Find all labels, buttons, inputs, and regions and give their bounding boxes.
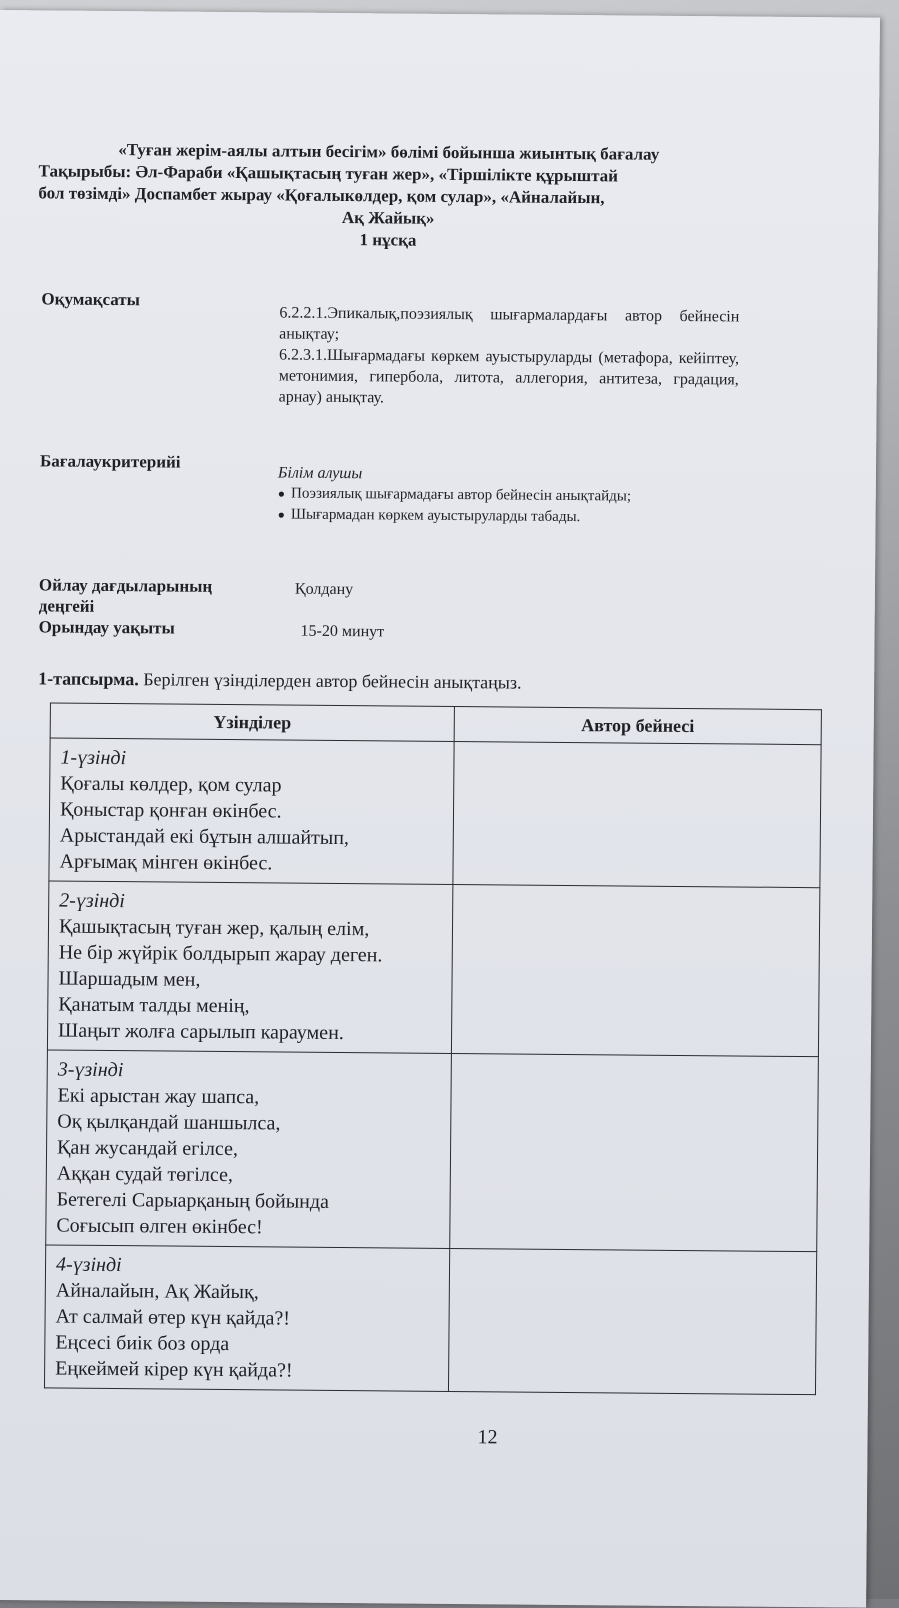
author-image-answer-cell[interactable] [451,884,819,1056]
fragment-line: Еңсесі биік боз орда [55,1331,230,1356]
criteria-intro: Білім алушы [277,464,363,483]
author-image-answer-cell[interactable] [453,741,821,887]
fragment-line: Оқ қылқандай шаншылса, [57,1110,281,1135]
topic-line-3: Ақ Жайық» [341,207,435,228]
page-number: 12 [477,1426,498,1449]
variant-label: 1 нұсқа [359,230,417,250]
task-text: Берілген үзінділерден автор бейнесін анықтаңыз. [143,669,522,693]
author-image-answer-cell[interactable] [448,1248,816,1394]
fragment-line: Қашықтасың туған жер, қалың елім, [58,915,370,941]
page-header [38,138,739,254]
fragment-line: Екі арыстан жау шапса, [57,1084,260,1109]
criteria-label: Бағалаукритерийі [39,451,181,472]
fragment-line: Не бір жүйрік болдырып жарау деген. [58,941,383,967]
table-row [47,881,819,1057]
fragment-cell [46,1050,452,1249]
thinking-level-value: Қолдану [294,580,354,599]
thinking-level-label [39,574,213,618]
criteria-value [278,462,739,529]
author-image-answer-cell[interactable] [450,1053,819,1251]
objectives-label: Оқумақсаты [41,289,141,310]
fragment-line: Бетегелі Сарыарқаның бойында [56,1188,330,1213]
table-row [46,1050,819,1252]
objectives-value [279,302,740,411]
table-row [44,1245,816,1395]
topic-line-1: Тақырыбы: Әл-Фараби «Қашықтасың туған жер», «Тіршілікте құрыштай [38,161,619,186]
time-label: Орындау уақыты [38,617,175,638]
fragment-line: Аққан судай төгілсе, [56,1162,233,1187]
thinking-level-label-line-2: деңгейі [38,596,95,616]
fragment-line: Еңкеймей кірер күн қайда?! [55,1357,293,1382]
table-row [49,738,821,888]
col-header-fragments: Үзінділер [50,703,454,742]
fragment-title: 1-үзінді [60,746,127,770]
fragment-line: Ат салмай өтер күн қайда?! [55,1305,291,1330]
fragment-title: 4-үзінді [55,1253,122,1277]
fragment-line: Қоныстар қонған өкінбес. [59,798,282,823]
fragment-line: Арғымақ мінген өкінбес. [59,850,273,875]
fragment-line: Шаңыт жолға сарылып караумен. [58,1019,344,1045]
fragment-title: 2-үзінді [59,889,125,913]
criteria-item-1: ● Поэзиялық шығармадағы автор бейнесін анықтайды; [278,483,738,508]
fragment-line: Айналайын, Ақ Жайық, [55,1279,259,1304]
fragment-line: Қанатым талды менің, [58,993,250,1018]
fragment-cell [49,738,454,885]
fragment-line: Қан жусандай егілсе, [56,1136,238,1161]
fragment-cell [47,881,452,1054]
fragment-line: Қоғалы көлдер, қом сулар [60,772,282,797]
time-value: 15-20 минут [300,622,385,641]
fragment-line: Шаршадым мен, [58,967,201,991]
col-header-author-image: Автор бейнесі [454,706,821,744]
task-1 [38,668,522,693]
objective-1: 6.2.2.1.Эпикалық,поэзиялық шығармалардағы автор бейнесін анықтау; [279,304,740,343]
fragment-cell [44,1245,449,1392]
criteria-item-2: ● Шығармадан көркем ауыстыруларды табады. [278,504,738,529]
fragment-line: Арыстандай екі бұтын алшайтып, [59,824,350,850]
fragment-title: 3-үзінді [57,1058,124,1082]
section-title: «Туған жерім-аялы алтын бесігім» бөлімі бойынша жиынтық бағалау [118,140,660,164]
worksheet-page [0,10,880,1608]
task-number: 1-тапсырма. [38,668,139,690]
fragments-table [44,702,822,1395]
fragment-line: Соғысып өлген өкінбес! [56,1214,263,1239]
thinking-level-label-line-1: Ойлау дағдыларының [38,575,213,596]
objective-2: 6.2.3.1.Шығармадағы көркем ауыстыруларды (метафора, кейіптеу, метонимия, гипербола, литота, аллегория, антитеза, градация, арнау) анықтау. [278,346,740,407]
topic-line-2: бол төзімді» Доспамбет жырау «Қоғалыкөлдер, қом сулар», «Айналайын, [38,183,605,208]
